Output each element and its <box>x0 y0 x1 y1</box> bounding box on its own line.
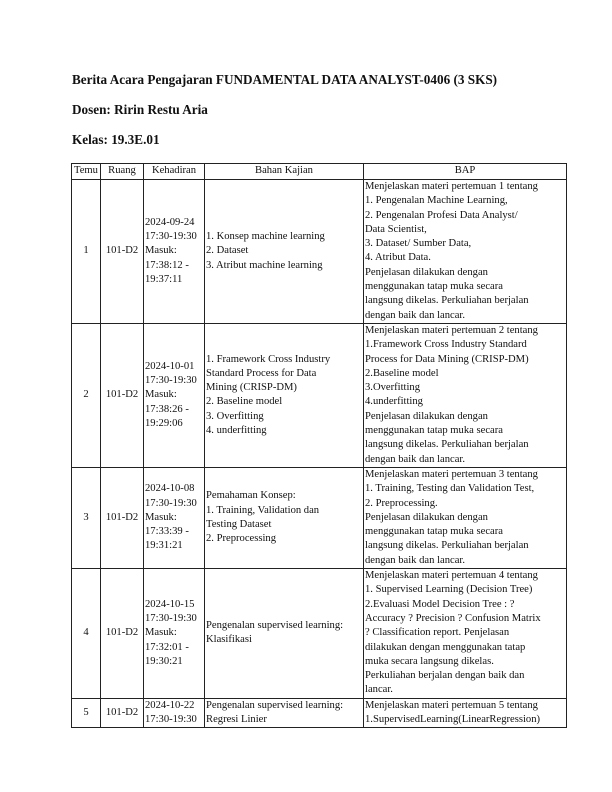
bap-line: 2. Preprocessing. <box>365 497 438 509</box>
bap-line: Process for Data Mining (CRISP-DM) <box>365 353 529 365</box>
bahan-line: Mining (CRISP-DM) <box>206 382 297 394</box>
cell-ruang: 101-D2 <box>101 467 144 568</box>
cell-bahan-kajian <box>205 180 364 324</box>
bap-line: langsung dikelas. Perkuliahan berjalan <box>365 439 529 451</box>
bap-line: dilakukan dengan menggunakan tatap <box>365 641 526 653</box>
bahan-line: Klasifikasi <box>206 634 252 646</box>
bahan-line: 3. Atribut machine learning <box>206 259 323 271</box>
kehadiran-line: 2024-10-08 <box>145 483 195 495</box>
bap-line: dengan baik dan lancar. <box>365 554 466 566</box>
cell-kehadiran <box>144 323 205 467</box>
kehadiran-line: 17:30-19:30 <box>145 497 197 509</box>
bahan-line: 2. Preprocessing <box>206 533 277 545</box>
header-temu: Temu <box>72 164 101 180</box>
cell-temu: 3 <box>72 467 101 568</box>
cell-bap <box>364 180 567 324</box>
bahan-line: Pemahaman Konsep: <box>206 490 296 502</box>
cell-kehadiran <box>144 698 205 728</box>
bap-line: langsung dikelas. Perkuliahan berjalan <box>365 295 529 307</box>
bap-line: Penjelasan dilakukan dengan <box>365 410 488 422</box>
kehadiran-line: Masuk: <box>145 389 177 401</box>
cell-bahan-kajian <box>205 569 364 699</box>
cell-kehadiran <box>144 569 205 699</box>
cell-kehadiran <box>144 467 205 568</box>
bap-line: dengan baik dan lancar. <box>365 453 466 465</box>
header-bap: BAP <box>364 164 567 180</box>
bahan-line: Regresi Linier <box>206 713 267 725</box>
cell-bahan-kajian <box>205 323 364 467</box>
bahan-line: 2. Dataset <box>206 245 249 257</box>
cell-bap <box>364 569 567 699</box>
bap-line: Menjelaskan materi pertemuan 3 tentang <box>365 468 538 480</box>
cell-bap <box>364 698 567 728</box>
bap-line: 1.SupervisedLearning(LinearRegression) <box>365 713 541 725</box>
bap-line: dengan baik dan lancar. <box>365 309 466 321</box>
cell-ruang: 101-D2 <box>101 323 144 467</box>
table-row <box>72 180 567 324</box>
bahan-line: 4. underfitting <box>206 425 267 437</box>
bap-line: menggunakan tatap muka secara <box>365 526 503 538</box>
bap-line: 2.Baseline model <box>365 367 439 379</box>
kehadiran-line: 2024-10-01 <box>145 360 195 372</box>
bap-line: 2. Pengenalan Profesi Data Analyst/ <box>365 209 518 221</box>
cell-bap <box>364 323 567 467</box>
bahan-line: 1. Training, Validation dan <box>206 504 320 516</box>
document-title: Berita Acara Pengajaran FUNDAMENTAL DATA ANALYST-0406 (3 SKS) <box>72 72 498 87</box>
kehadiran-line: 19:29:06 <box>145 417 183 429</box>
teaching-log-table <box>71 163 567 728</box>
bap-line: Perkuliahan berjalan dengan baik dan <box>365 670 525 682</box>
table-row <box>72 698 567 728</box>
kehadiran-line: 2024-09-24 <box>145 216 195 228</box>
bap-line: menggunakan tatap muka secara <box>365 425 503 437</box>
cell-temu: 1 <box>72 180 101 324</box>
kehadiran-line: 17:30-19:30 <box>145 612 197 624</box>
bahan-line: 1. Framework Cross Industry <box>206 353 331 365</box>
bahan-line: Pengenalan supervised learning: <box>206 620 344 632</box>
kehadiran-line: 17:38:26 - <box>145 403 189 415</box>
kehadiran-line: Masuk: <box>145 627 177 639</box>
bap-line: 4. Atribut Data. <box>365 252 431 264</box>
cell-temu: 4 <box>72 569 101 699</box>
bap-line: Menjelaskan materi pertemuan 4 tentang <box>365 570 538 582</box>
bap-line: ? Classification report. Penjelasan <box>365 627 510 639</box>
bahan-line: 2. Baseline model <box>206 396 283 408</box>
header-bahan-kajian: Bahan Kajian <box>205 164 364 180</box>
kehadiran-line: 17:30-19:30 <box>145 375 197 386</box>
bap-line: lancar. <box>365 684 393 696</box>
bap-line: Menjelaskan materi pertemuan 5 tentang <box>365 699 538 711</box>
kehadiran-line: Masuk: <box>145 511 177 523</box>
bap-line: 1. Supervised Learning (Decision Tree) <box>365 584 533 596</box>
table-row <box>72 467 567 568</box>
kehadiran-line: 17:32:01 - <box>145 641 189 653</box>
table-row <box>72 569 567 699</box>
bap-line: Penjelasan dilakukan dengan <box>365 511 488 523</box>
bap-line: Accuracy ? Precision ? Confusion Matrix <box>365 612 541 624</box>
bahan-line: Pengenalan supervised learning: <box>206 699 344 711</box>
cell-ruang: 101-D2 <box>101 180 144 324</box>
cell-temu: 2 <box>72 323 101 467</box>
bap-line: 3. Dataset/ Sumber Data, <box>365 238 472 250</box>
bap-line: 4.underfitting <box>365 396 423 408</box>
kehadiran-line: 2024-10-15 <box>145 598 195 610</box>
cell-kehadiran <box>144 180 205 324</box>
bap-line: Data Scientist, <box>365 223 427 235</box>
bap-line: langsung dikelas. Perkuliahan berjalan <box>365 540 529 552</box>
bap-line: 3.Overfitting <box>365 382 421 394</box>
bahan-line: 3. Overfitting <box>206 410 264 422</box>
kehadiran-line: 2024-10-22 <box>145 699 195 711</box>
cell-bap <box>364 467 567 568</box>
lecturer-name: Dosen: Ririn Restu Aria <box>72 102 208 117</box>
kehadiran-line: 17:30-19:30 <box>145 713 197 725</box>
bap-line: muka secara langsung dikelas. <box>365 655 494 667</box>
bahan-line: Testing Dataset <box>206 518 272 530</box>
kehadiran-line: 17:38:12 - <box>145 259 189 271</box>
table-row <box>72 323 567 467</box>
bap-line: 2.Evaluasi Model Decision Tree : ? <box>365 598 515 610</box>
kehadiran-line: 17:30-19:30 <box>145 231 197 243</box>
header-kehadiran: Kehadiran <box>144 164 205 180</box>
bahan-line: 1. Konsep machine learning <box>206 231 325 243</box>
kehadiran-line: Masuk: <box>145 245 177 257</box>
bap-line: menggunakan tatap muka secara <box>365 281 503 293</box>
kehadiran-line: 19:31:21 <box>145 540 183 552</box>
cell-ruang: 101-D2 <box>101 698 144 728</box>
kehadiran-line: 17:33:39 - <box>145 526 189 538</box>
table-header-row <box>72 164 567 180</box>
kehadiran-line: 19:30:21 <box>145 655 183 667</box>
bap-line: Menjelaskan materi pertemuan 1 tentang <box>365 181 538 192</box>
class-code: Kelas: 19.3E.01 <box>72 132 160 147</box>
bap-line: 1. Pengenalan Machine Learning, <box>365 195 508 207</box>
cell-bahan-kajian <box>205 467 364 568</box>
cell-bahan-kajian <box>205 698 364 728</box>
bap-line: 1. Training, Testing dan Validation Test, <box>365 483 535 495</box>
cell-ruang: 101-D2 <box>101 569 144 699</box>
bap-line: Menjelaskan materi pertemuan 2 tentang <box>365 324 538 336</box>
kehadiran-line: 19:37:11 <box>145 273 183 285</box>
bap-line: Penjelasan dilakukan dengan <box>365 266 488 278</box>
bahan-line: Standard Process for Data <box>206 367 317 379</box>
bap-line: 1.Framework Cross Industry Standard <box>365 339 527 351</box>
cell-temu: 5 <box>72 698 101 728</box>
header-ruang: Ruang <box>101 164 144 180</box>
